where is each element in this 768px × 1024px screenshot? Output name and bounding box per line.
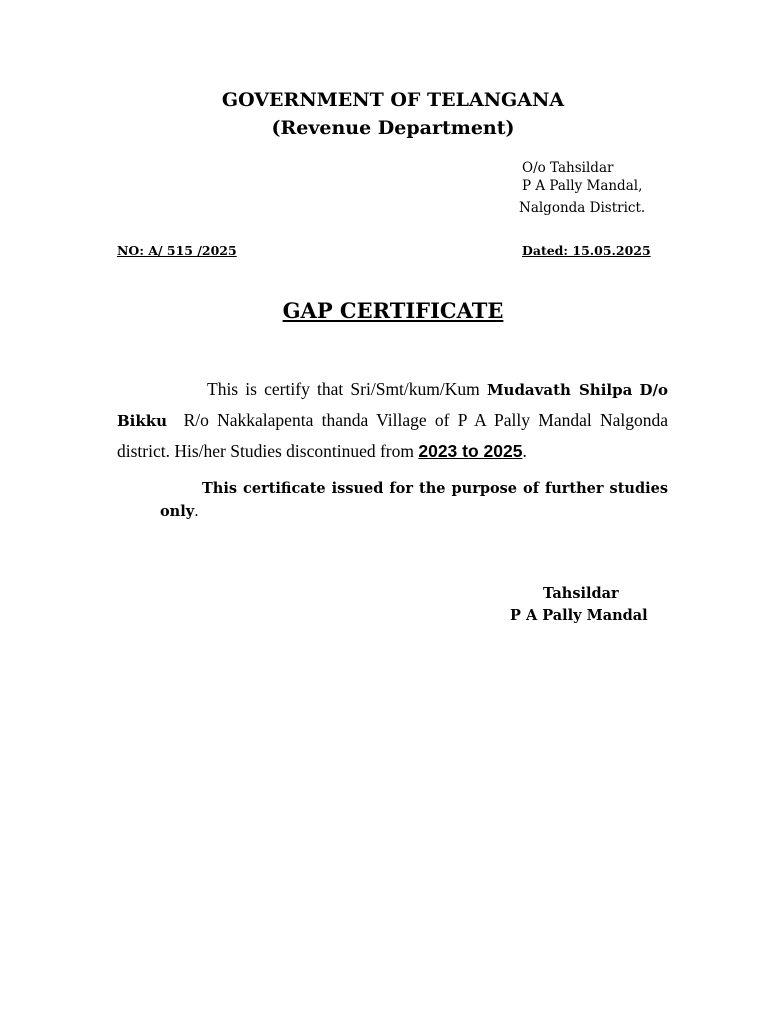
certificate-intro: This is certify that Sri/Smt/kum/Kum bbox=[207, 379, 480, 399]
department-heading: (Revenue Department) bbox=[271, 117, 515, 139]
candidate-residence: R/o Nakkalapenta thanda Village of P A Pally Mandal Nalgonda district. His/her Studies discontinued from bbox=[117, 410, 668, 461]
certificate-purpose bbox=[160, 477, 668, 524]
discontinued-period: 2023 to 2025 bbox=[418, 441, 523, 461]
candidate-name: Mudavath Shilpa bbox=[486, 381, 633, 399]
office-line-mandal: P A Pally Mandal, bbox=[522, 178, 643, 194]
office-line-district: Nalgonda District. bbox=[519, 200, 646, 216]
reference-number: NO: A/ 515 /2025 bbox=[117, 243, 237, 258]
office-line-tahsildar: O/o Tahsildar bbox=[522, 160, 614, 176]
signatory-office: P A Pally Mandal bbox=[510, 607, 648, 624]
purpose-end: . bbox=[194, 504, 199, 520]
signatory-designation: Tahsildar bbox=[543, 585, 619, 602]
government-heading: GOVERNMENT OF TELANGANA bbox=[221, 89, 565, 111]
reference-date: Dated: 15.05.2025 bbox=[522, 243, 651, 258]
certificate-title: GAP CERTIFICATE bbox=[282, 298, 504, 323]
certificate-body bbox=[117, 374, 668, 466]
purpose-text: This certificate issued for the purpose of further studies only bbox=[160, 480, 668, 520]
period-end: . bbox=[522, 441, 527, 461]
candidate-relation: D/o Bikku bbox=[117, 381, 668, 430]
